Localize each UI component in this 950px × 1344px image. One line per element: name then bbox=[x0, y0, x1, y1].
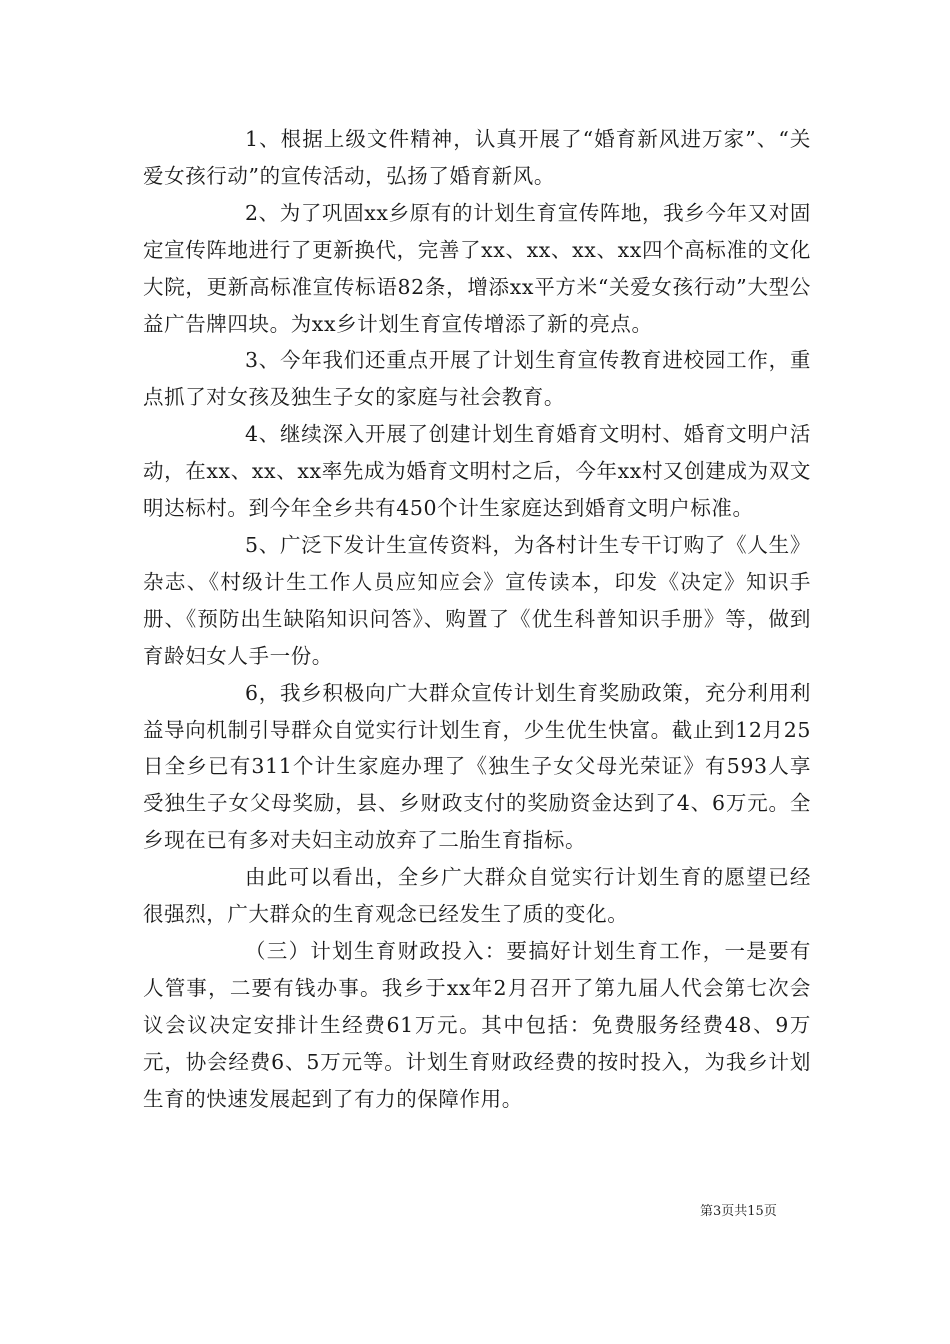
paragraph-6: 6，我乡积极向广大群众宣传计划生育奖励政策，充分利用利益导向机制引导群众自觉实行计划生育，少生优生快富。截止到12月25日全乡已有311个计生家庭办理了《独生子女父母光荣证》有593人享受独生子女父母奖励，县、乡财政支付的奖励资金达到了4、6万元。全乡现在已有多对夫妇主动放弃了二胎生育指标。 bbox=[143, 680, 811, 853]
paragraph-3: 3、今年我们还重点开展了计划生育宣传教育进校园工作，重点抓了对女孩及独生子女的家庭与社会教育。 bbox=[143, 348, 811, 410]
document-body bbox=[143, 121, 811, 1117]
paragraph-finance: （三）计划生育财政投入：要搞好计划生育工作，一是要有人管事，二要有钱办事。我乡于xx年2月召开了第九届人代会第七次会议会议决定安排计生经费61万元。其中包括：免费服务经费48、9万元，协会经费6、5万元等。计划生育财政经费的按时投入，为我乡计划生育的快速发展起到了有力的保障作用。 bbox=[143, 938, 811, 1111]
page-number-footer: 第3页共15页 bbox=[700, 1204, 777, 1219]
paragraph-2: 2、为了巩固xx乡原有的计划生育宣传阵地，我乡今年又对固定宣传阵地进行了更新换代，完善了xx、xx、xx、xx四个高标准的文化大院，更新高标准宣传标语82条，增添xx平方米“关爱女孩行动”大型公益广告牌四块。为xx乡计划生育宣传增添了新的亮点。 bbox=[143, 200, 811, 336]
paragraph-1: 1、根据上级文件精神，认真开展了“婚育新风进万家”、“关爱女孩行动”的宣传活动，弘扬了婚育新风。 bbox=[143, 127, 811, 188]
paragraph-conclusion: 由此可以看出，全乡广大群众自觉实行计划生育的愿望已经很强烈，广大群众的生育观念已经发生了质的变化。 bbox=[143, 865, 811, 927]
paragraph-5: 5、广泛下发计生宣传资料，为各村计生专干订购了《人生》杂志、《村级计生工作人员应知应会》宣传读本，印发《决定》知识手册、《预防出生缺陷知识问答》、购置了《优生科普知识手册》等，做到育龄妇女人手一份。 bbox=[143, 532, 811, 668]
paragraph-4: 4、继续深入开展了创建计划生育婚育文明村、婚育文明户活动，在xx、xx、xx率先成为婚育文明村之后，今年xx村又创建成为双文明达标村。到今年全乡共有450个计生家庭达到婚育文明户标准。 bbox=[143, 422, 811, 521]
